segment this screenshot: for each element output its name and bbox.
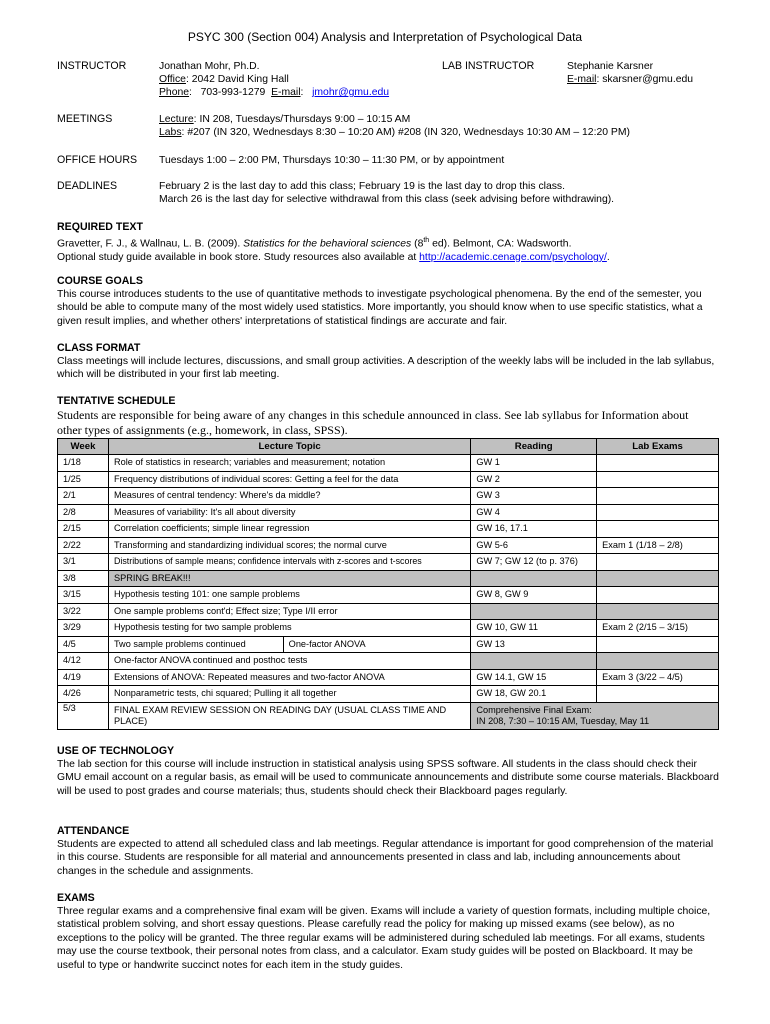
table-row: [58, 636, 719, 653]
topic-cell: Distributions of sample means; confidence intervals with z-scores and t-scores: [108, 554, 470, 571]
topic-cell: Measures of central tendency: Where's da middle?: [108, 488, 470, 505]
schedule-intro: Students are responsible for being aware of any changes in this schedule announced in class. See lab syllabus for Information about other types of assignments (e.g., homework, in class, SPSS).: [57, 408, 689, 437]
required-text-heading: REQUIRED TEXT: [57, 221, 143, 233]
exam-cell: [597, 455, 719, 472]
class-format-section: [57, 342, 719, 382]
week-cell: 1/18: [58, 455, 109, 472]
table-row: [58, 554, 719, 571]
exam-cell: [597, 587, 719, 604]
deadlines-block: [159, 180, 719, 206]
exam-cell: [597, 603, 719, 620]
exam-cell: [597, 636, 719, 653]
topic-cell: Role of statistics in research; variables and measurement; notation: [108, 455, 470, 472]
study-resources-link[interactable]: http://academic.cenage.com/psychology/: [419, 251, 607, 263]
reading-cell: GW 13: [471, 636, 597, 653]
citation-post: ed). Belmont, CA: Wadsworth.: [429, 238, 572, 250]
office-hours-value: Tuesdays 1:00 – 2:00 PM, Thursdays 10:30 – 11:30 PM, or by appointment: [159, 155, 505, 166]
course-goals-section: [57, 275, 719, 328]
table-row: [58, 587, 719, 604]
lab-email-value: : skarsner@gmu.edu: [596, 74, 694, 85]
topic-cell: One-factor ANOVA continued and posthoc tests: [108, 653, 470, 670]
technology-text: The lab section for this course will include instruction in statistical analysis using SPSS software. All students in the class should check their GMU email account on a regular basis, as email will be used to communicate announcements and distribute some course materials. Blackboard will be used to post grades and course materials; thus, students should check their Blackboard pages regularly.: [57, 759, 719, 797]
citation-title: Statistics for the behavioral sciences: [243, 238, 412, 250]
week-cell: 3/15: [58, 587, 109, 604]
instructor-label: INSTRUCTOR: [57, 60, 127, 72]
instructor-phone: [159, 86, 449, 99]
deadline-line-1: February 2 is the last day to add this class; February 19 is the last day to drop this class.: [159, 181, 566, 192]
reading-cell: GW 2: [471, 471, 597, 488]
meetings-labs: [159, 126, 719, 139]
lab-email-label: E-mail: [567, 74, 597, 85]
topic-cell: One sample problems cont'd; Effect size; Type I/II error: [108, 603, 470, 620]
header-week: Week: [58, 439, 109, 455]
citation-authors: Gravetter, F. J., & Wallnau, L. B. (2009).: [57, 238, 244, 250]
exam-cell: [597, 653, 719, 670]
table-row: [58, 471, 719, 488]
lecture-value: : IN 208, Tuesdays/Thursdays 9:00 – 10:15 AM: [193, 114, 411, 125]
topic-cell: Hypothesis testing for two sample problems: [108, 620, 470, 637]
week-cell: 2/8: [58, 504, 109, 521]
citation-ed-pre: (8: [411, 238, 424, 250]
table-row: [58, 669, 719, 686]
phone-label: Phone: [159, 87, 190, 98]
topic-cell-secondary: One-factor ANOVA: [283, 636, 471, 653]
header-reading: Reading: [471, 439, 597, 455]
topic-cell: SPRING BREAK!!!: [108, 570, 470, 587]
header-lecture-topic: Lecture Topic: [108, 439, 470, 455]
reading-cell: [471, 570, 597, 587]
exams-text: Three regular exams and a comprehensive final exam will be given. Exams will include a variety of question formats, including multiple choice, statistical problem solving, and short essay questions. Please carefully read the policy for making up missed exams (see below), as no exceptions to the policy will be granted. The three regular exams will be administered during scheduled lab meetings. For all exams, students may use the course textbook, their personal notes from class, and a calculator. Exam study guides will be posted on Blackboard. It may be useful to type or handwrite succinct notes for each item in the study guides.: [57, 906, 711, 971]
lab-instructor-email: [567, 73, 737, 86]
office-value: : 2042 David King Hall: [185, 74, 289, 85]
week-cell: 4/5: [58, 636, 109, 653]
exam-cell: [597, 488, 719, 505]
reading-cell: GW 16, 17.1: [471, 521, 597, 538]
course-goals-heading: COURSE GOALS: [57, 275, 143, 287]
table-row: [58, 603, 719, 620]
email-sep: :: [300, 87, 313, 98]
week-cell: 2/1: [58, 488, 109, 505]
table-row: [58, 702, 719, 729]
labs-value: : #207 (IN 320, Wednesdays 8:30 – 10:20 AM) #208 (IN 320, Wednesdays 10:30 AM – 12:20 PM): [181, 127, 630, 138]
phone-value: : 703-993-1279: [189, 87, 272, 98]
reading-cell: GW 10, GW 11: [471, 620, 597, 637]
reading-cell: GW 5-6: [471, 537, 597, 554]
final-exam-cell: Comprehensive Final Exam: IN 208, 7:30 – 10:15 AM, Tuesday, May 11: [471, 702, 719, 729]
table-row: [58, 653, 719, 670]
exam-cell: Exam 1 (1/18 – 2/8): [597, 537, 719, 554]
topic-cell: Extensions of ANOVA: Repeated measures and two-factor ANOVA: [108, 669, 470, 686]
class-format-heading: CLASS FORMAT: [57, 342, 141, 354]
table-row: [58, 504, 719, 521]
reading-cell: GW 18, GW 20.1: [471, 686, 597, 703]
topic-cell: FINAL EXAM REVIEW SESSION ON READING DAY (USUAL CLASS TIME AND PLACE): [108, 702, 470, 729]
topic-cell: Hypothesis testing 101: one sample problems: [108, 587, 470, 604]
study-guide-post: .: [606, 251, 610, 263]
citation-ed-sup: th: [423, 237, 430, 244]
week-cell: 3/29: [58, 620, 109, 637]
exam-cell: [597, 471, 719, 488]
topic-cell: Frequency distributions of individual scores: Getting a feel for the data: [108, 471, 470, 488]
exam-cell: [597, 521, 719, 538]
attendance-heading: ATTENDANCE: [57, 825, 130, 837]
week-cell: 2/15: [58, 521, 109, 538]
meetings-lecture: [159, 113, 719, 126]
week-cell: 4/12: [58, 653, 109, 670]
reading-cell: GW 1: [471, 455, 597, 472]
week-cell: 5/3: [58, 702, 109, 729]
study-guide-text: Optional study guide available in book store. Study resources also available at: [57, 251, 420, 263]
exams-heading: EXAMS: [57, 892, 95, 904]
required-text-section: [57, 221, 719, 264]
exam-cell: Exam 2 (2/15 – 3/15): [597, 620, 719, 637]
table-row: [58, 537, 719, 554]
week-cell: 3/22: [58, 603, 109, 620]
class-format-text: Class meetings will include lectures, discussions, and small group activities. A description of the weekly labs will be included in the lab syllabus, which will be distributed in your first lab meeting.: [57, 356, 715, 381]
lab-instructor-block: [567, 60, 737, 86]
instructor-office: [159, 73, 449, 86]
lab-instructor-label: LAB INSTRUCTOR: [442, 60, 535, 72]
deadline-line-2: March 26 is the last day for selective withdrawal from this class (seek advising before withdrawing).: [159, 194, 615, 205]
technology-heading: USE OF TECHNOLOGY: [57, 745, 175, 757]
table-row: [58, 455, 719, 472]
topic-cell: Nonparametric tests, chi squared; Pulling it all together: [108, 686, 470, 703]
reading-cell: GW 14.1, GW 15: [471, 669, 597, 686]
reading-cell: GW 4: [471, 504, 597, 521]
reading-cell: [471, 603, 597, 620]
table-row: [58, 686, 719, 703]
schedule-table: [57, 438, 719, 730]
reading-cell: [471, 653, 597, 670]
exam-cell: [597, 570, 719, 587]
study-guide-line: [57, 251, 719, 264]
exam-cell: [597, 504, 719, 521]
instructor-name: Jonathan Mohr, Ph.D.: [159, 61, 260, 72]
exams-section: [57, 892, 719, 972]
attendance-text: Students are expected to attend all scheduled class and lab meetings. Regular attendance is important for good comprehension of the material in this course. Students are responsible for all material and announcements presented in class and lab, including announcements about changes in the schedule and assignments.: [57, 839, 714, 877]
table-row: [58, 521, 719, 538]
schedule-header-row: [58, 439, 719, 455]
technology-section: [57, 745, 719, 798]
schedule-section: [57, 395, 719, 438]
reading-cell: GW 7; GW 12 (to p. 376): [471, 554, 597, 571]
topic-cell: Correlation coefficients; simple linear regression: [108, 521, 470, 538]
exam-cell: [597, 554, 719, 571]
required-text-citation: [57, 234, 719, 251]
attendance-section: [57, 825, 719, 878]
instructor-email-link[interactable]: jmohr@gmu.edu: [312, 87, 390, 98]
office-label: Office: [159, 74, 186, 85]
reading-cell: GW 8, GW 9: [471, 587, 597, 604]
schedule-heading: TENTATIVE SCHEDULE: [57, 395, 176, 407]
week-cell: 1/25: [58, 471, 109, 488]
table-row: [58, 620, 719, 637]
course-goals-text: This course introduces students to the use of quantitative methods to investigate psychological phenomena. By the end of the semester, you should be able to compute many of the most widely used statistics. More importantly, you should know when to use specific statistics, what a given result implies, and whether others' interpretations of statistical findings are accurate and fair.: [57, 289, 703, 327]
week-cell: 4/26: [58, 686, 109, 703]
topic-cell: Transforming and standardizing individual scores; the normal curve: [108, 537, 470, 554]
page-title: PSYC 300 (Section 004) Analysis and Interpretation of Psychological Data: [187, 30, 583, 44]
week-cell: 3/1: [58, 554, 109, 571]
labs-label: Labs: [159, 127, 182, 138]
meetings-block: [159, 113, 719, 139]
lecture-label: Lecture: [159, 114, 194, 125]
reading-cell: GW 3: [471, 488, 597, 505]
topic-cell: Measures of variability: It's all about diversity: [108, 504, 470, 521]
exam-cell: Exam 3 (3/22 – 4/5): [597, 669, 719, 686]
exam-cell: [597, 686, 719, 703]
deadlines-label: DEADLINES: [57, 180, 118, 192]
instructor-block: [159, 60, 449, 99]
office-hours-label: OFFICE HOURS: [57, 154, 138, 166]
header-lab-exams: Lab Exams: [597, 439, 719, 455]
table-row: [58, 570, 719, 587]
week-cell: 3/8: [58, 570, 109, 587]
meetings-label: MEETINGS: [57, 113, 113, 125]
lab-instructor-name: Stephanie Karsner: [567, 61, 654, 72]
table-row: [58, 488, 719, 505]
week-cell: 4/19: [58, 669, 109, 686]
topic-cell: Two sample problems continued: [108, 636, 283, 653]
week-cell: 2/22: [58, 537, 109, 554]
email-label: E-mail: [271, 87, 301, 98]
